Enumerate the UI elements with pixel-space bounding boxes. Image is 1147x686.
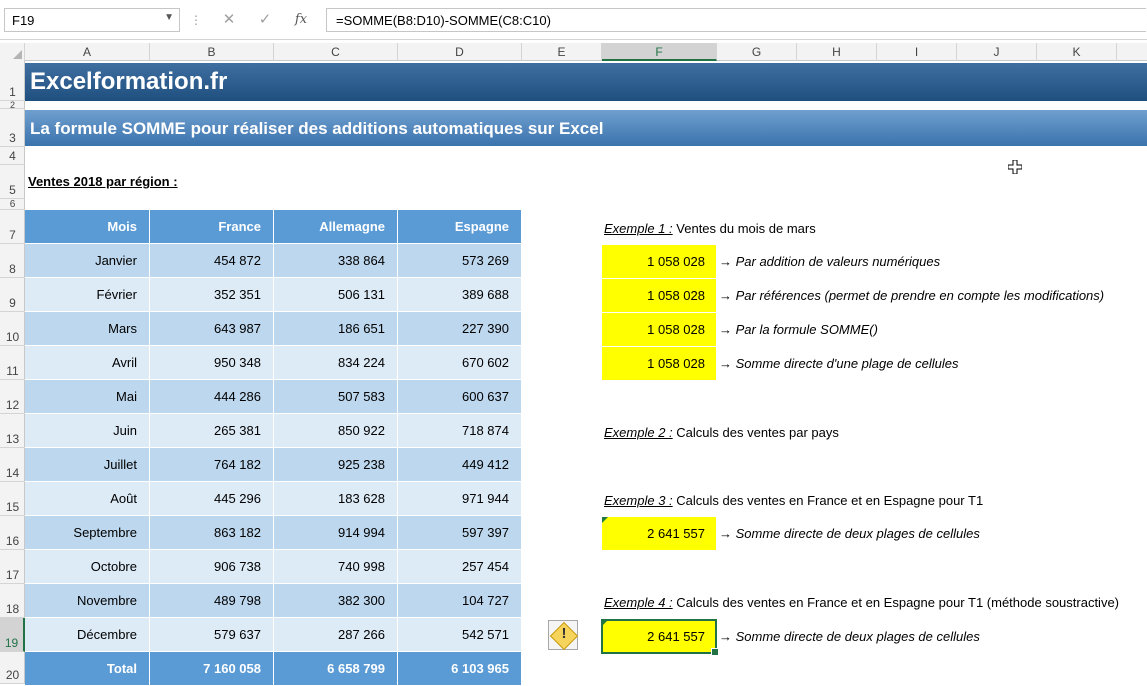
sheet-subtitle: La formule SOMME pour réaliser des additions automatiques sur Excel [30, 119, 604, 138]
total-label[interactable]: Total [25, 652, 150, 686]
table-row [25, 448, 522, 482]
cell-mois[interactable]: Janvier [25, 244, 150, 278]
cell-france[interactable]: 265 381 [150, 414, 274, 448]
cell-allemagne[interactable]: 186 651 [274, 312, 398, 346]
column-header-i[interactable]: I [877, 43, 957, 61]
cell-espagne[interactable]: 600 637 [398, 380, 522, 414]
desc-g16: → Somme directe de deux plages de cellules [719, 526, 980, 541]
row-headers [0, 61, 25, 684]
cell-mois[interactable]: Juillet [25, 448, 150, 482]
row-header-8[interactable]: 8 [0, 244, 25, 278]
row-header-20[interactable]: 20 [0, 652, 25, 684]
column-header-h[interactable]: H [797, 43, 877, 61]
row-header-16[interactable]: 16 [0, 516, 25, 550]
cell-espagne[interactable]: 718 874 [398, 414, 522, 448]
total-espagne[interactable]: 6 103 965 [398, 652, 522, 686]
formula-text: =SOMME(B8:D10)-SOMME(C8:C10) [336, 13, 551, 28]
formula-bar [0, 0, 1147, 40]
column-header-a[interactable]: A [25, 43, 150, 61]
table-row [25, 244, 522, 278]
row-header-5[interactable]: 5 [0, 165, 25, 199]
desc-g11: → Somme directe d'une plage de cellules [719, 356, 959, 371]
row-header-6[interactable]: 6 [0, 199, 25, 210]
cell-france[interactable]: 489 798 [150, 584, 274, 618]
cell-mois[interactable]: Avril [25, 346, 150, 380]
table-header-row [25, 210, 522, 244]
example-4-heading [604, 595, 1119, 610]
cell-france[interactable]: 444 286 [150, 380, 274, 414]
example-3-label: Exemple 3 : [604, 493, 673, 508]
column-header-d[interactable]: D [398, 43, 522, 61]
cell-cursor-icon [1008, 160, 1022, 174]
cell-espagne[interactable]: 670 602 [398, 346, 522, 380]
enter-icon[interactable]: ✓ [258, 11, 272, 28]
cell-espagne[interactable]: 573 269 [398, 244, 522, 278]
table-row [25, 584, 522, 618]
cell-mois[interactable]: Août [25, 482, 150, 516]
table-row [25, 516, 522, 550]
cell-france[interactable]: 643 987 [150, 312, 274, 346]
example-4-label: Exemple 4 : [604, 595, 673, 610]
row-header-18[interactable]: 18 [0, 584, 25, 618]
result-cell-f11[interactable]: 1 058 028 [602, 347, 716, 380]
fill-handle[interactable] [711, 648, 719, 656]
cell-allemagne[interactable]: 914 994 [274, 516, 398, 550]
row-header-11[interactable]: 11 [0, 346, 25, 380]
cell-mois[interactable]: Juin [25, 414, 150, 448]
example-1-label: Exemple 1 : [604, 221, 673, 236]
name-box-value: F19 [12, 13, 35, 28]
cell-allemagne[interactable]: 506 131 [274, 278, 398, 312]
cell-mois[interactable]: Décembre [25, 618, 150, 652]
example-1-text: Ventes du mois de mars [676, 221, 816, 236]
row-header-7[interactable]: 7 [0, 210, 25, 244]
cell-espagne[interactable]: 104 727 [398, 584, 522, 618]
column-headers [0, 43, 1147, 61]
column-header-b[interactable]: B [150, 43, 274, 61]
cell-espagne[interactable]: 542 571 [398, 618, 522, 652]
cell-espagne[interactable]: 227 390 [398, 312, 522, 346]
cell-allemagne[interactable]: 507 583 [274, 380, 398, 414]
cell-allemagne[interactable]: 834 224 [274, 346, 398, 380]
column-header-f[interactable]: F [602, 43, 717, 61]
table-row [25, 550, 522, 584]
column-header-k[interactable]: K [1037, 43, 1117, 61]
cell-allemagne[interactable]: 382 300 [274, 584, 398, 618]
example-3-heading [604, 493, 983, 508]
cell-espagne[interactable]: 389 688 [398, 278, 522, 312]
column-header-c[interactable]: C [274, 43, 398, 61]
cell-espagne[interactable]: 597 397 [398, 516, 522, 550]
row-header-2[interactable]: 2 [0, 101, 25, 109]
row-header-4[interactable]: 4 [0, 147, 25, 165]
cell-mois[interactable]: Mars [25, 312, 150, 346]
cell-espagne[interactable]: 971 944 [398, 482, 522, 516]
cell-france[interactable]: 863 182 [150, 516, 274, 550]
example-4-text: Calculs des ventes en France et en Espagne pour T1 (méthode soustractive) [676, 595, 1120, 610]
result-cell-f10[interactable]: 1 058 028 [602, 313, 716, 346]
header-allemagne[interactable]: Allemagne [274, 210, 398, 244]
cell-mois[interactable]: Octobre [25, 550, 150, 584]
row-header-3[interactable]: 3 [0, 109, 25, 147]
insert-function-button[interactable]: fx [294, 12, 308, 27]
cell-allemagne[interactable]: 287 266 [274, 618, 398, 652]
result-cell-f19[interactable]: 2 641 557 [602, 620, 716, 653]
example-2-text: Calculs des ventes par pays [676, 425, 839, 440]
row-header-19[interactable]: 19 [0, 618, 25, 652]
row-header-9[interactable]: 9 [0, 278, 25, 312]
cell-mois[interactable]: Février [25, 278, 150, 312]
result-cell-f8[interactable]: 1 058 028 [602, 245, 716, 278]
cancel-icon[interactable]: ✕ [222, 11, 236, 28]
result-cell-f9[interactable]: 1 058 028 [602, 279, 716, 312]
cell-espagne[interactable]: 449 412 [398, 448, 522, 482]
example-1-heading [604, 221, 816, 236]
cell-allemagne[interactable]: 338 864 [274, 244, 398, 278]
formula-input[interactable] [326, 8, 1146, 32]
header-espagne[interactable]: Espagne [398, 210, 522, 244]
table-title: Ventes 2018 par région : [28, 174, 178, 189]
column-header-g[interactable]: G [717, 43, 797, 61]
header-france[interactable]: France [150, 210, 274, 244]
site-banner [25, 63, 1147, 101]
table-row [25, 278, 522, 312]
row-header-17[interactable]: 17 [0, 550, 25, 584]
example-2-label: Exemple 2 : [604, 425, 673, 440]
row-header-10[interactable]: 10 [0, 312, 25, 346]
row-header-13[interactable]: 13 [0, 414, 25, 448]
desc-g9: → Par références (permet de prendre en compte les modifications) [719, 288, 1105, 303]
row-header-12[interactable]: 12 [0, 380, 25, 414]
table-row [25, 380, 522, 414]
select-all-icon [13, 50, 22, 59]
desc-g8: → Par addition de valeurs numériques [719, 254, 941, 269]
result-cell-f16[interactable]: 2 641 557 [602, 517, 716, 550]
cell-france[interactable]: 445 296 [150, 482, 274, 516]
header-mois[interactable]: Mois [25, 210, 150, 244]
exclamation-icon: ! [561, 625, 567, 642]
example-3-text: Calculs des ventes en France et en Espagne pour T1 [676, 493, 984, 508]
site-title: Excelformation.fr [30, 68, 228, 95]
table-row [25, 346, 522, 380]
cell-france[interactable]: 906 738 [150, 550, 274, 584]
cell-mois[interactable]: Mai [25, 380, 150, 414]
cell-allemagne[interactable]: 925 238 [274, 448, 398, 482]
row-header-14[interactable]: 14 [0, 448, 25, 482]
select-all-button[interactable] [0, 43, 25, 61]
total-allemagne[interactable]: 6 658 799 [274, 652, 398, 686]
cell-allemagne[interactable]: 740 998 [274, 550, 398, 584]
desc-g19: → Somme directe de deux plages de cellules [719, 629, 980, 644]
drag-handle-icon[interactable]: ⋮ [190, 13, 202, 27]
total-row [25, 652, 522, 686]
column-header-j[interactable]: J [957, 43, 1037, 61]
column-header-e[interactable]: E [522, 43, 602, 61]
active-cell-selection[interactable] [601, 619, 717, 654]
subtitle-banner [25, 110, 1147, 146]
cell-mois[interactable]: Septembre [25, 516, 150, 550]
table-row [25, 618, 522, 652]
cell-france[interactable]: 950 348 [150, 346, 274, 380]
cell-france[interactable]: 454 872 [150, 244, 274, 278]
cell-espagne[interactable]: 257 454 [398, 550, 522, 584]
table-row [25, 414, 522, 448]
total-france[interactable]: 7 160 058 [150, 652, 274, 686]
cell-france[interactable]: 579 637 [150, 618, 274, 652]
cell-france[interactable]: 352 351 [150, 278, 274, 312]
name-box[interactable] [4, 8, 180, 32]
example-2-heading [604, 425, 839, 440]
cell-mois[interactable]: Novembre [25, 584, 150, 618]
row-header-15[interactable]: 15 [0, 482, 25, 516]
error-warning-button[interactable] [548, 620, 578, 650]
cell-allemagne[interactable]: 850 922 [274, 414, 398, 448]
row-header-1[interactable]: 1 [0, 61, 25, 101]
cell-allemagne[interactable]: 183 628 [274, 482, 398, 516]
chevron-down-icon[interactable]: ▼ [164, 12, 174, 23]
desc-g10: → Par la formule SOMME() [719, 322, 878, 337]
cell-france[interactable]: 764 182 [150, 448, 274, 482]
table-row [25, 312, 522, 346]
table-row [25, 482, 522, 516]
